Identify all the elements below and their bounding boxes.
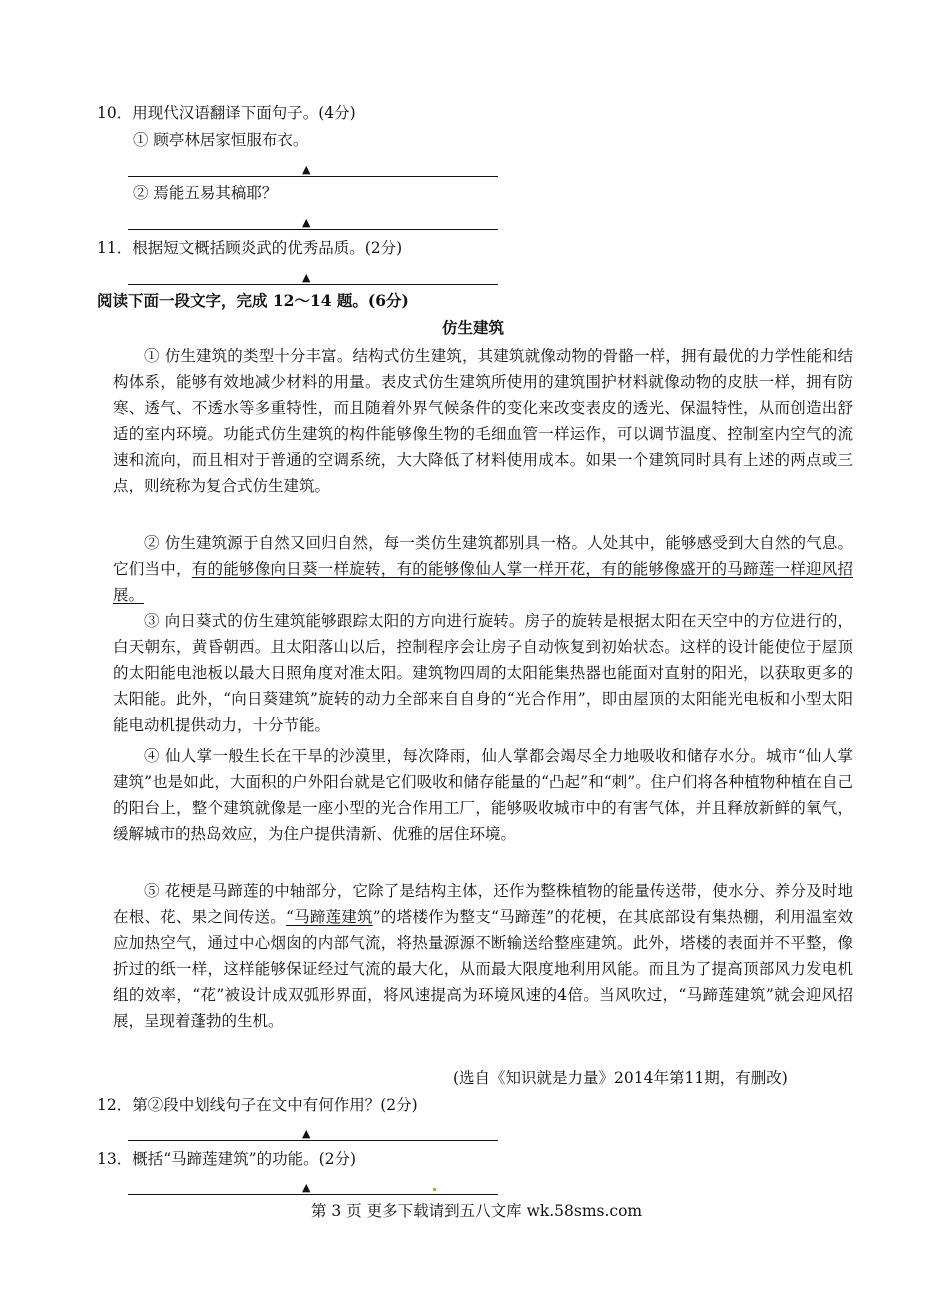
q13-prompt: 13．概括“马蹄莲建筑”的功能。(2分) bbox=[97, 1150, 357, 1168]
q10-prompt: 10．用现代汉语翻译下面句子。(4分) bbox=[97, 104, 356, 122]
underlined-sentence: 有的能够像向日葵一样旋转，有的能够像仙人掌一样开花，有的能够像盛开的马蹄莲一样迎风招展。 bbox=[113, 560, 853, 604]
page-footer: 第 3 页 更多下载请到五八文库 wk.58sms.com bbox=[311, 1202, 643, 1220]
passage-paragraph-1: ① 仿生建筑的类型十分丰富。结构式仿生建筑，其建筑就像动物的骨骼一样，拥有最优的力学性能和结构体系，能够有效地减少材料的用量。表皮式仿生建筑所使用的建筑围护材料就像动物的皮肤一样，拥有防寒、透气、不透水等多重特性，而且随着外界气候条件的变化来改变表皮的透光、保温特性，从而创造出舒适的室内环境。功能式仿生建筑的构件能够像生物的毛细血管一样运作，可以调节温度、控制室内空气的流速和流向，而且相对于普通的空调系统，大大降低了材料使用成本。如果一个建筑同时具有上述的两点或三点，则统称为复合式仿生建筑。 bbox=[113, 347, 853, 495]
triangle-icon: ▲ bbox=[302, 163, 311, 176]
q12-prompt: 12．第②段中划线句子在文中有何作用？(2分) bbox=[97, 1096, 418, 1114]
passage-source: (选自《知识就是力量》2014年第11期，有删改) bbox=[453, 1069, 788, 1087]
passage-paragraph-2: ② 仿生建筑源于自然又回归自然，每一类仿生建筑都别具一格。人处其中，能够感受到大自然的气息。它们当中，有的能够像向日葵一样旋转，有的能够像仙人掌一样开花，有的能够像盛开的马蹄莲一样迎风招展。 bbox=[113, 534, 853, 604]
answer-line[interactable] bbox=[128, 158, 498, 177]
passage-paragraph-3: ③ 向日葵式的仿生建筑能够跟踪太阳的方向进行旋转。房子的旋转是根据太阳在天空中的方位进行的，白天朝东，黄昏朝西。且太阳落山以后，控制程序会让房子自动恢复到初始状态。这样的设计能使位于屋顶的太阳能电池板以最大日照角度对准太阳。建筑物四周的太阳能集热器也能面对直射的阳光，以获取更多的太阳能。此外，“向日葵建筑”旋转的动力全部来自自身的“光合作用”，即由屋顶的太阳能光电板和小型太阳能电动机提供动力，十分节能。 bbox=[113, 612, 853, 734]
answer-line[interactable] bbox=[128, 1176, 498, 1195]
answer-line[interactable] bbox=[128, 1122, 498, 1141]
answer-line[interactable] bbox=[128, 266, 498, 285]
triangle-icon: ▲ bbox=[302, 1181, 311, 1194]
passage-paragraph-4: ④ 仙人掌一般生长在干旱的沙漠里，每次降雨，仙人掌都会竭尽全力地吸收和储存水分。城市“仙人掌建筑”也是如此，大面积的户外阳台就是它们吸收和储存能量的“凸起”和“刺”。住户们将各种植物种植在自己的阳台上，整个建筑就像是一座小型的光合作用工厂，能够吸收城市中的有害气体，并且释放新鲜的氧气，缓解城市的热岛效应，为住户提供清新、优雅的居住环境。 bbox=[113, 747, 853, 843]
passage-title: 仿生建筑 bbox=[442, 318, 505, 337]
q10-item-1: ① 顾亭林居家恒服布衣。 bbox=[133, 131, 309, 149]
decorative-dot bbox=[433, 1188, 436, 1191]
triangle-icon: ▲ bbox=[302, 271, 311, 284]
underlined-term: “马蹄莲建筑 bbox=[285, 908, 373, 926]
section-instruction: 阅读下面一段文字，完成 12～14 题。(6分) bbox=[97, 291, 409, 310]
passage-paragraph-5: ⑤ 花梗是马蹄莲的中轴部分，它除了是结构主体，还作为整株植物的能量传送带，使水分、养分及时地在根、花、果之间传送。“马蹄莲建筑”的塔楼作为整支“马蹄莲”的花梗，在其底部设有集热棚，利用温室效应加热空气，通过中心烟囱的内部气流，将热量源源不断输送给整座建筑。此外，塔楼的表面并不平整，像折过的纸一样，这样能够保证经过气流的最大化，从而最大限度地利用风能。而且为了提高顶部风力发电机组的效率，“花”被设计成双弧形界面，将风速提高为环境风速的4倍。当风吹过，“马蹄莲建筑”就会迎风招展，呈现着蓬勃的生机。 bbox=[113, 882, 853, 1030]
triangle-icon: ▲ bbox=[302, 216, 311, 229]
answer-line[interactable] bbox=[128, 211, 498, 230]
q10-item-2: ② 焉能五易其稿耶？ bbox=[133, 184, 278, 202]
triangle-icon: ▲ bbox=[302, 1127, 311, 1140]
q11-prompt: 11．根据短文概括顾炎武的优秀品质。(2分) bbox=[97, 239, 403, 257]
